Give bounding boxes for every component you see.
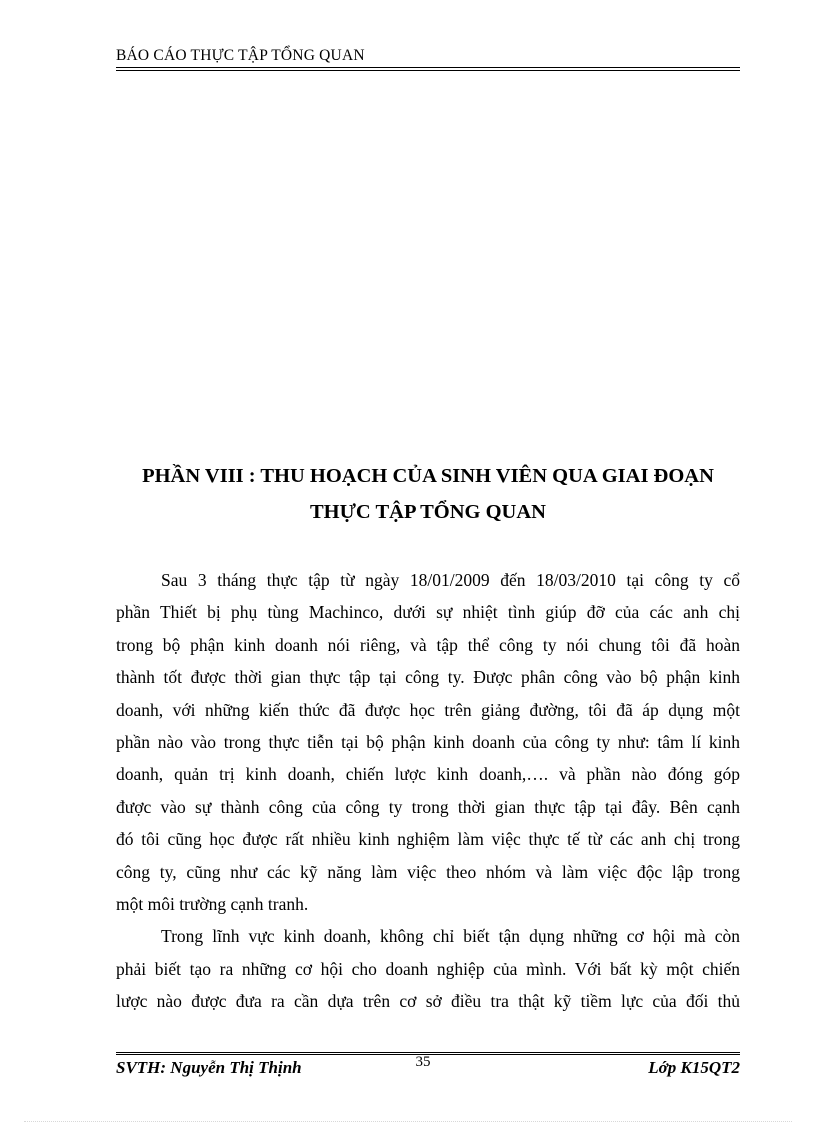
paragraph-line: công ty, cũng như các kỹ năng làm việc theo nhóm và làm việc độc lập trong: [116, 861, 740, 882]
paragraph-2: [116, 920, 740, 1017]
footer-class: Lớp K15QT2: [648, 1058, 740, 1077]
header-double-rule: [116, 67, 740, 71]
paragraph-line: phần Thiết bị phụ tùng Machinco, dưới sự nhiệt tình giúp đỡ của các anh chị: [116, 602, 740, 623]
paragraph-line: phải biết tạo ra những cơ hội cho doanh nghiệp của mình. Với bất kỳ một chiến: [116, 958, 740, 979]
section-title-line-1: PHẦN VIII : THU HOẠCH CỦA SINH VIÊN QUA GIAI ĐOẠN: [142, 465, 714, 487]
footer-student-name: SVTH: Nguyễn Thị Thịnh: [116, 1058, 302, 1077]
paragraph-line: đó tôi cũng học được rất nhiều kinh nghiệm làm việc thực tế từ các anh chị trong: [116, 829, 740, 850]
paragraph-1: [116, 564, 740, 920]
paragraph-line: doanh, với những kiến thức đã được học trên giảng đường, tôi đã áp dụng một: [116, 699, 740, 720]
paragraph-line: doanh, quản trị kinh doanh, chiến lược kinh doanh,…. và phần nào đóng góp: [116, 764, 740, 785]
paragraph-line: trong bộ phận kinh doanh nói riêng, và tập thể công ty nói chung tôi đã hoàn: [116, 634, 740, 655]
paragraph-line: thành tốt được thời gian thực tập tại công ty. Được phân công vào bộ phận kinh: [116, 667, 740, 688]
page-number: 35: [415, 1054, 431, 1070]
paragraph-line: được vào sự thành công của công ty trong thời gian thực tập tại đây. Bên cạnh: [116, 796, 740, 817]
paragraph-line: Trong lĩnh vực kinh doanh, không chỉ biết tận dụng những cơ hội mà còn: [161, 926, 740, 947]
paragraph-line: một môi trường cạnh tranh.: [116, 893, 309, 914]
paragraph-line: Sau 3 tháng thực tập từ ngày 18/01/2009 đến 18/03/2010 tại công ty cổ: [161, 570, 740, 590]
body-text: [116, 564, 740, 1017]
section-title-line-2: THỰC TẬP TỔNG QUAN: [310, 501, 546, 523]
paragraph-line: phần nào vào trong thực tiễn tại bộ phận kinh doanh của công ty như: tâm lí kinh: [116, 731, 740, 752]
page-edge-divider: [24, 1121, 792, 1122]
section-title: [108, 458, 748, 530]
paragraph-line: lược nào được đưa ra cần dựa trên cơ sở điều tra thật kỹ tiềm lực của đối thủ: [116, 991, 740, 1012]
page-header-title: BÁO CÁO THỰC TẬP TỔNG QUAN: [116, 47, 365, 64]
